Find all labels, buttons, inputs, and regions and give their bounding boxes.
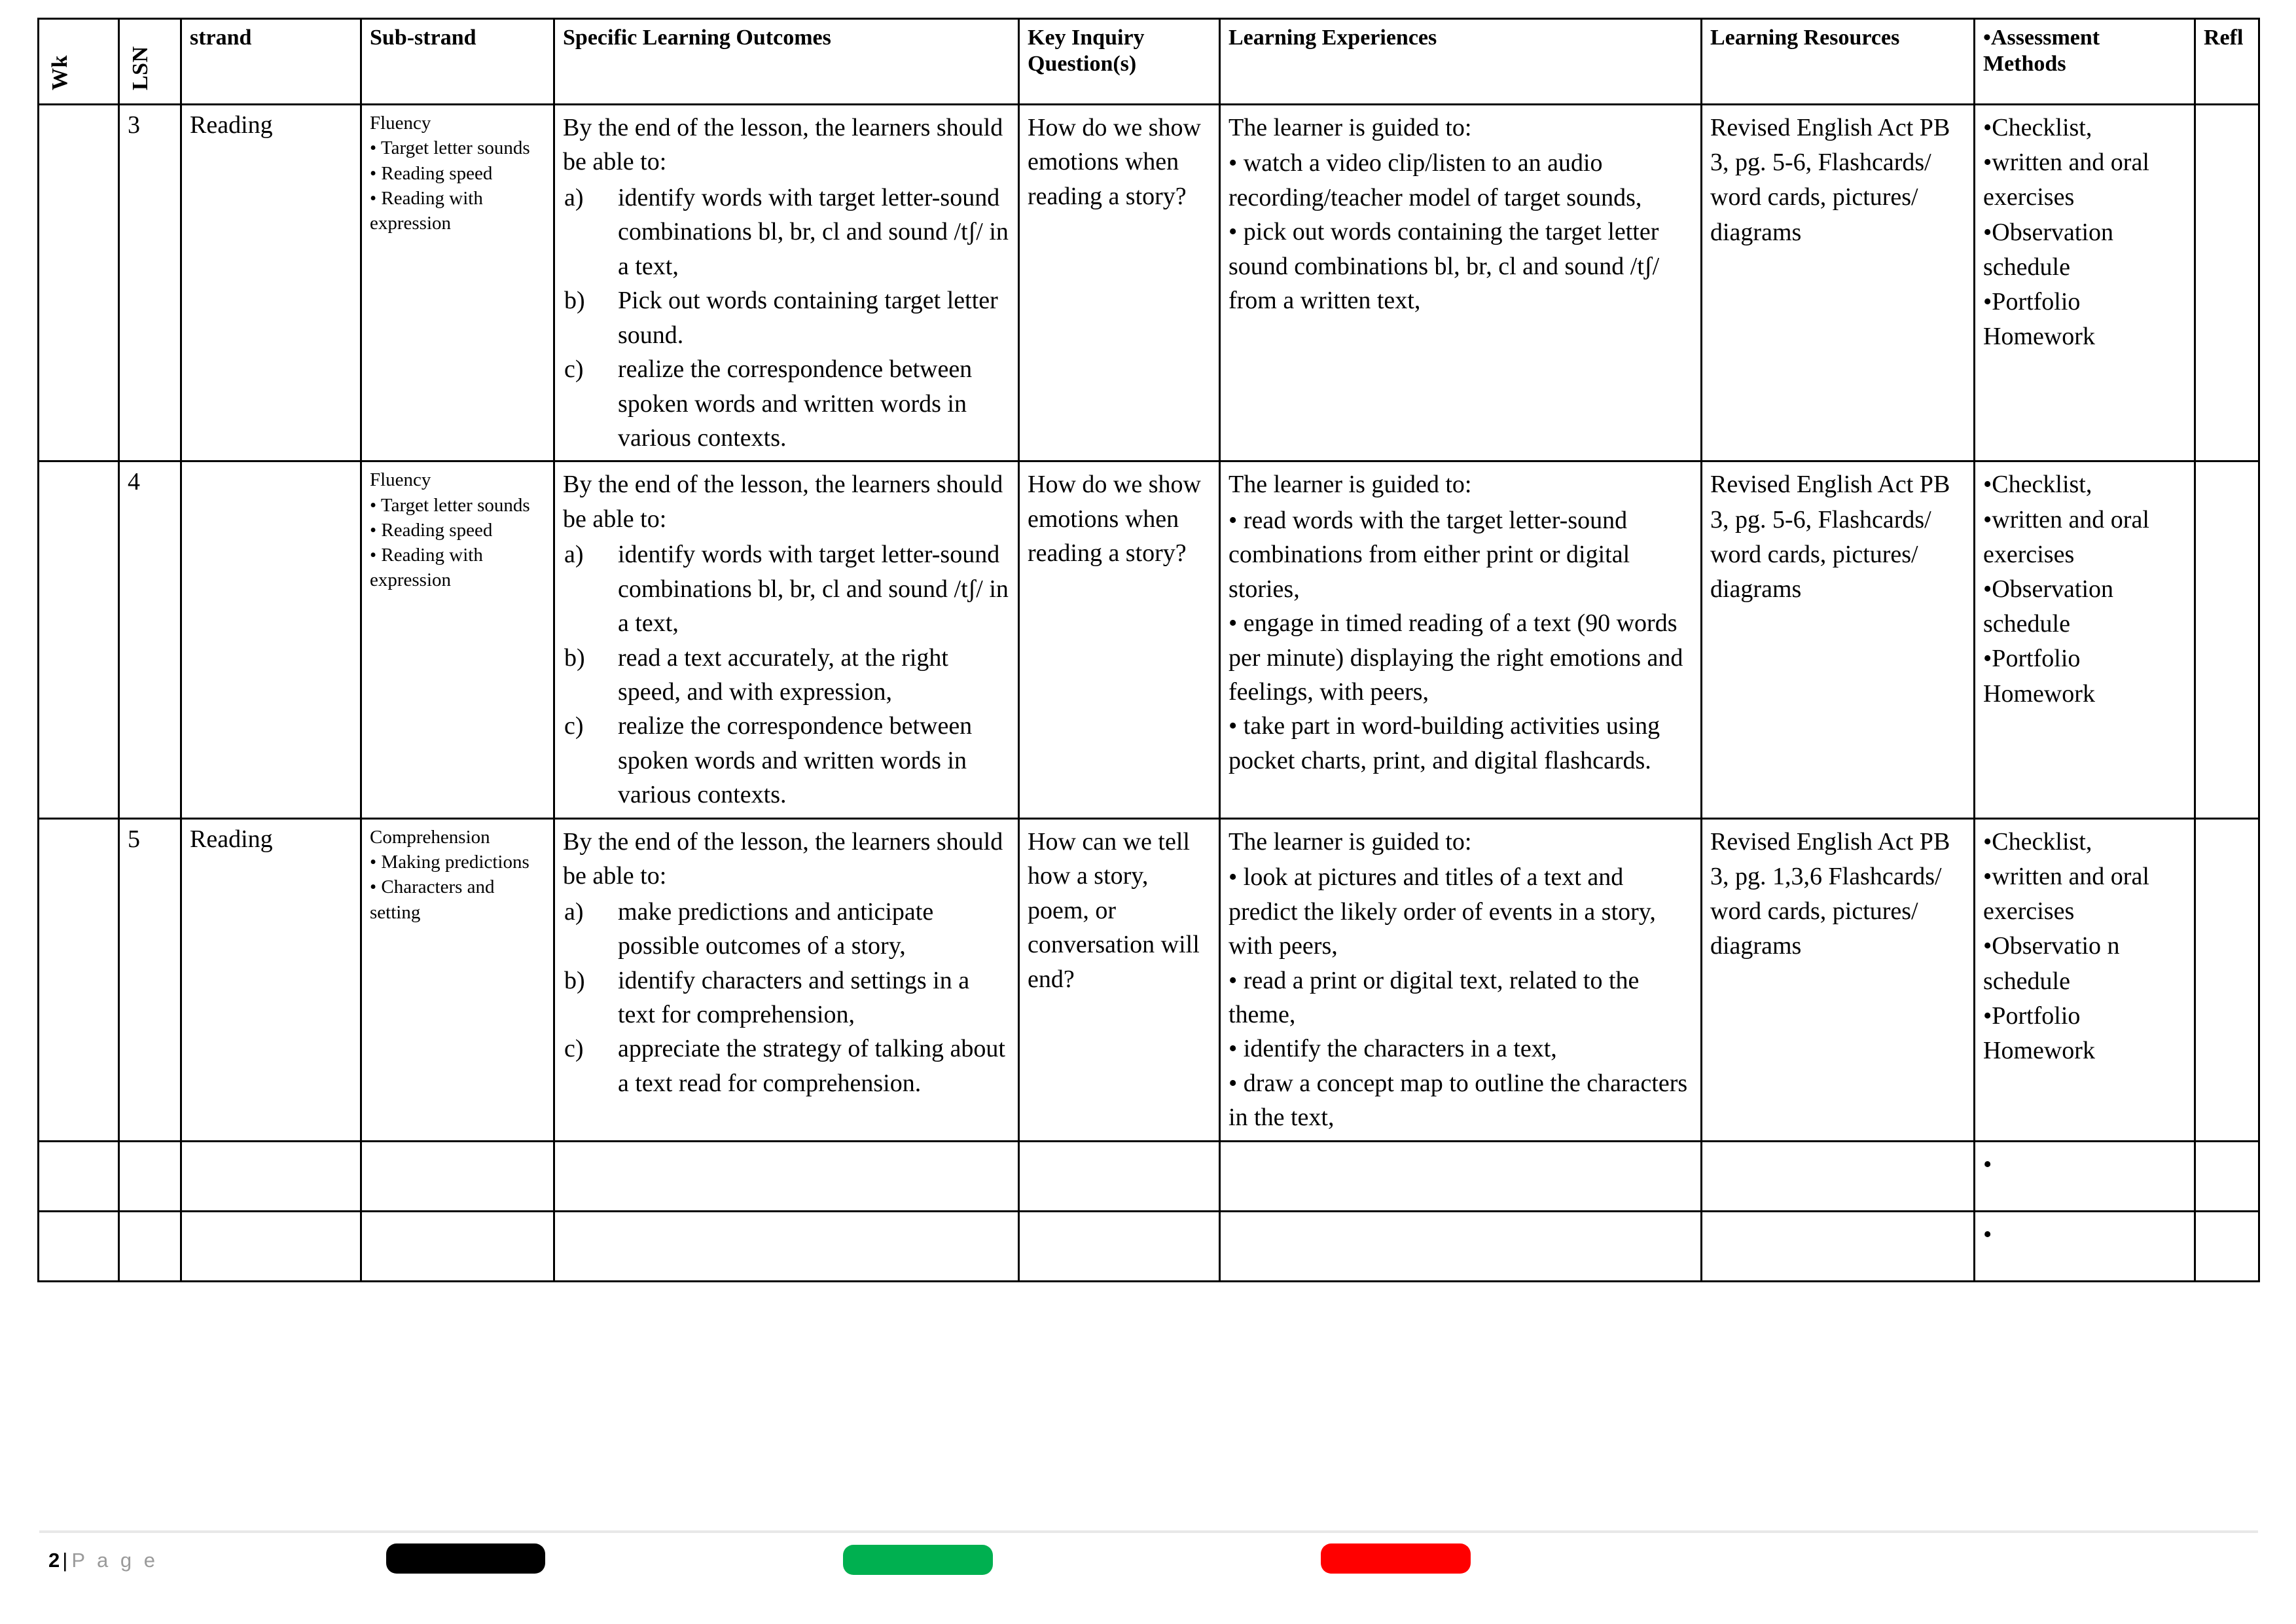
header-kiq-line2: Question(s): [1028, 52, 1137, 77]
cell-strand: [181, 461, 361, 818]
header-le-label: Learning Experiences: [1229, 26, 1437, 50]
cell-specific-learning-outcomes: [554, 105, 1019, 461]
scheme-of-work-table: [37, 18, 2260, 1282]
cell-blank: [361, 1211, 554, 1281]
header-sub-strand: [361, 19, 554, 105]
table-row-blank: [39, 1211, 2259, 1281]
table-row: [39, 461, 2259, 818]
slo-item-text: read a text accurately, at the right speed, and with expression,: [618, 643, 948, 706]
cell-sub-strand: [361, 105, 554, 461]
slo-list-item: [563, 709, 1011, 812]
cell-assessment-methods-blank: [1975, 1141, 2195, 1211]
learning-experience-item: • read a print or digital text, related to the theme,: [1229, 966, 1640, 1028]
header-wk-label: Wk: [48, 55, 72, 90]
sub-strand-item: • Characters and setting: [370, 876, 495, 923]
cell-learning-experiences: [1220, 461, 1702, 818]
sub-strand-item: • Target letter sounds: [370, 137, 530, 159]
cell-sub-strand: [361, 818, 554, 1141]
learning-experience-item: • take part in word-building activities using pocket charts, print, and digital flashcards.: [1229, 712, 1660, 774]
footer-page-number: 2: [48, 1549, 60, 1572]
sub-strand-item: • Making predictions: [370, 852, 529, 873]
cell-learning-experiences: [1220, 818, 1702, 1141]
slo-list: [563, 181, 1011, 456]
black-swatch: [386, 1543, 545, 1574]
cell-lsn: 4: [119, 461, 181, 818]
cell-learning-experiences: [1220, 105, 1702, 461]
table-row: [39, 818, 2259, 1141]
cell-sub-strand: [361, 461, 554, 818]
footer-divider: [39, 1530, 2258, 1533]
slo-list: [563, 537, 1011, 812]
bullet-icon: •: [1983, 1150, 1992, 1178]
cell-refl: [2195, 461, 2259, 818]
slo-list: [563, 895, 1011, 1101]
slo-item-text: make predictions and anticipate possible outcomes of a story,: [618, 897, 934, 960]
header-assessment-methods: [1975, 19, 2195, 105]
footer-page-word: P a g e: [71, 1549, 158, 1572]
cell-blank: [119, 1211, 181, 1281]
learning-experience-item: • watch a video clip/listen to an audio recording/teacher model of target sounds,: [1229, 149, 1642, 211]
slo-lead-text: By the end of the lesson, the learners should be able to:: [563, 114, 1003, 176]
cell-blank: [554, 1141, 1019, 1211]
header-kiq-line1: Key Inquiry: [1028, 26, 1145, 50]
assessment-methods-list: [1983, 825, 2187, 1068]
slo-item-marker: b): [564, 966, 585, 994]
assessment-methods-list: [1983, 111, 2187, 354]
assessment-method-item: •Checklist,: [1983, 114, 2092, 141]
sub-strand-item: • Reading speed: [370, 519, 493, 541]
sub-strand-list: [370, 493, 547, 593]
slo-list-item: [563, 1032, 1011, 1100]
cell-blank: [1702, 1211, 1975, 1281]
assessment-method-item: •Observatio n schedule: [1983, 932, 2120, 995]
slo-list-item: [563, 895, 1011, 964]
cell-assessment-methods: [1975, 818, 2195, 1141]
learning-experience-item: • read words with the target letter-sound combinations from either print or digital stories,: [1229, 506, 1630, 603]
cell-wk: [39, 105, 119, 461]
learning-experiences-list: [1229, 146, 1694, 317]
slo-item-text: identify characters and settings in a text for comprehension,: [618, 966, 970, 1028]
header-am-line2: Methods: [1983, 52, 2066, 77]
cell-blank: [1019, 1141, 1220, 1211]
slo-list-item: [563, 352, 1011, 455]
header-am-label: Assessment: [1990, 26, 2100, 50]
cell-assessment-methods: [1975, 461, 2195, 818]
sub-strand-title: Fluency: [370, 113, 431, 134]
assessment-method-item: •Portfolio Homework: [1983, 1001, 2095, 1064]
cell-refl: [2195, 105, 2259, 461]
slo-list-item: [563, 283, 1011, 352]
table-row-blank: [39, 1141, 2259, 1211]
slo-item-text: appreciate the strategy of talking about a text read for comprehension.: [618, 1035, 1005, 1097]
slo-item-text: identify words with target letter-sound combinations bl, br, cl and sound /tʃ/ in a text,: [618, 183, 1009, 280]
cell-blank: [1220, 1211, 1702, 1281]
cell-blank: [39, 1141, 119, 1211]
cell-assessment-methods-blank: [1975, 1211, 2195, 1281]
cell-blank: [181, 1211, 361, 1281]
slo-lead-text: By the end of the lesson, the learners should be able to:: [563, 827, 1003, 890]
cell-strand: Reading: [181, 105, 361, 461]
learning-experiences-list: [1229, 503, 1694, 778]
header-strand: [181, 19, 361, 105]
table-row: [39, 105, 2259, 461]
assessment-method-item: •written and oral exercises: [1983, 505, 2149, 568]
slo-item-marker: a): [564, 183, 584, 211]
header-lsn-label: LSN: [128, 46, 152, 90]
bullet-icon: •: [1983, 26, 1991, 50]
assessment-method-item: •written and oral exercises: [1983, 149, 2149, 211]
le-lead-text: The learner is guided to:: [1229, 471, 1472, 499]
slo-item-marker: a): [564, 897, 584, 926]
header-learning-resources: [1702, 19, 1975, 105]
cell-blank: [39, 1211, 119, 1281]
cell-learning-resources: Revised English Act PB 3, pg. 5-6, Flashcards/ word cards, pictures/ diagrams: [1702, 461, 1975, 818]
cell-blank: [1019, 1211, 1220, 1281]
sub-strand-item: • Reading with expression: [370, 187, 483, 234]
slo-item-text: realize the correspondence between spoken words and written words in various contexts.: [618, 712, 973, 809]
cell-learning-resources: Revised English Act PB 3, pg. 5-6, Flashcards/ word cards, pictures/ diagrams: [1702, 105, 1975, 461]
sub-strand-list: [370, 850, 547, 925]
red-swatch: [1321, 1543, 1471, 1574]
header-lsn: [119, 19, 181, 105]
slo-item-text: Pick out words containing target letter sound.: [618, 287, 998, 349]
slo-list-item: [563, 537, 1011, 640]
le-lead-text: The learner is guided to:: [1229, 114, 1472, 141]
bullet-icon: •: [1983, 1220, 1992, 1248]
cell-refl: [2195, 818, 2259, 1141]
learning-experiences-list: [1229, 860, 1694, 1135]
slo-item-marker: c): [564, 355, 584, 384]
cell-strand: Reading: [181, 818, 361, 1141]
footer-page-indicator: [48, 1549, 158, 1572]
cell-blank: [361, 1141, 554, 1211]
header-sub-strand-label: Sub-strand: [370, 26, 476, 50]
sub-strand-item: • Target letter sounds: [370, 494, 530, 516]
table-header-row: [39, 19, 2259, 105]
header-slo-label: Specific Learning Outcomes: [563, 26, 831, 50]
cell-blank: [1702, 1141, 1975, 1211]
footer-separator: |: [62, 1549, 68, 1572]
assessment-methods-list: [1983, 467, 2187, 711]
cell-specific-learning-outcomes: [554, 461, 1019, 818]
green-swatch: [843, 1545, 993, 1575]
learning-experience-item: • identify the characters in a text,: [1229, 1035, 1557, 1063]
assessment-method-item: •Portfolio Homework: [1983, 645, 2095, 708]
assessment-method-item: •Observation schedule: [1983, 575, 2114, 638]
slo-item-marker: a): [564, 541, 584, 569]
slo-list-item: [563, 964, 1011, 1032]
slo-item-text: realize the correspondence between spoken words and written words in various contexts.: [618, 355, 973, 452]
sub-strand-title: Fluency: [370, 469, 431, 491]
assessment-method-item: •Checklist,: [1983, 827, 2092, 856]
assessment-method-item: •Checklist,: [1983, 471, 2092, 499]
sub-strand-item: • Reading speed: [370, 162, 493, 184]
cell-blank: [2195, 1211, 2259, 1281]
cell-key-inquiry-question: How do we show emotions when reading a story?: [1019, 105, 1220, 461]
learning-experience-item: • look at pictures and titles of a text and predict the likely order of events in a story, with peers,: [1229, 863, 1656, 960]
slo-list-item: [563, 641, 1011, 710]
cell-lsn: 5: [119, 818, 181, 1141]
sub-strand-title: Comprehension: [370, 826, 490, 848]
header-refl: [2195, 19, 2259, 105]
cell-wk: [39, 461, 119, 818]
slo-item-marker: b): [564, 287, 585, 315]
cell-blank: [181, 1141, 361, 1211]
learning-experience-item: • pick out words containing the target letter sound combinations bl, br, cl and sound /tʃ/ from a written text,: [1229, 218, 1660, 315]
slo-item-marker: c): [564, 712, 584, 740]
cell-key-inquiry-question: How do we show emotions when reading a story?: [1019, 461, 1220, 818]
cell-learning-resources: Revised English Act PB 3, pg. 1,3,6 Flashcards/ word cards, pictures/ diagrams: [1702, 818, 1975, 1141]
sub-strand-item: • Reading with expression: [370, 545, 483, 591]
header-am-line1: [1983, 25, 2187, 51]
learning-experience-item: • draw a concept map to outline the characters in the text,: [1229, 1069, 1688, 1132]
header-specific-learning-outcomes: [554, 19, 1019, 105]
assessment-method-item: •Portfolio Homework: [1983, 287, 2095, 351]
assessment-method-item: •Observation schedule: [1983, 218, 2114, 281]
cell-blank: [554, 1211, 1019, 1281]
header-refl-label: Refl: [2204, 26, 2244, 50]
cell-lsn: 3: [119, 105, 181, 461]
slo-list-item: [563, 181, 1011, 283]
header-key-inquiry-question: [1019, 19, 1220, 105]
header-learning-experiences: [1220, 19, 1702, 105]
cell-assessment-methods: [1975, 105, 2195, 461]
cell-blank: [2195, 1141, 2259, 1211]
le-lead-text: The learner is guided to:: [1229, 827, 1472, 856]
slo-lead-text: By the end of the lesson, the learners should be able to:: [563, 471, 1003, 533]
slo-item-marker: c): [564, 1035, 584, 1063]
cell-blank: [1220, 1141, 1702, 1211]
slo-item-text: identify words with target letter-sound combinations bl, br, cl and sound /tʃ/ in a text,: [618, 541, 1009, 638]
cell-specific-learning-outcomes: [554, 818, 1019, 1141]
cell-wk: [39, 818, 119, 1141]
assessment-method-item: •written and oral exercises: [1983, 862, 2149, 926]
header-strand-label: strand: [190, 26, 252, 50]
cell-blank: [119, 1141, 181, 1211]
learning-experience-item: • engage in timed reading of a text (90 words per minute) displaying the right emotions and feelings, with peers,: [1229, 609, 1683, 706]
cell-key-inquiry-question: How can we tell how a story, poem, or conversation will end?: [1019, 818, 1220, 1141]
sub-strand-list: [370, 135, 547, 236]
header-lr-label: Learning Resources: [1710, 26, 1900, 50]
header-wk: [39, 19, 119, 105]
slo-item-marker: b): [564, 643, 585, 672]
